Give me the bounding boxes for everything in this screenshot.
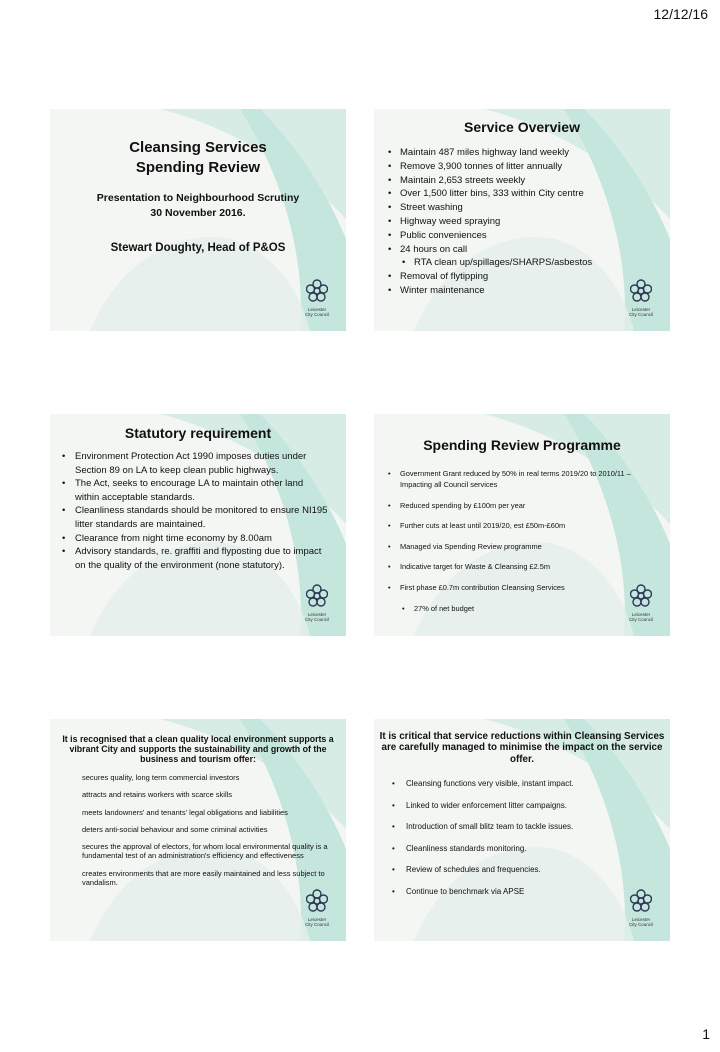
list-item: • Maintain 487 miles highway land weekly xyxy=(388,146,664,160)
list-item: • Maintain 2,653 streets weekly xyxy=(388,174,664,188)
slide-clean-environment-benefits xyxy=(50,719,346,941)
list-item: • Over 1,500 litter bins, 333 within City centre xyxy=(388,187,664,201)
list-item: • Remove 3,900 tonnes of litter annually xyxy=(388,160,664,174)
slide2-title: Service Overview xyxy=(464,119,580,135)
list-item: • Cleanliness standards should be monitored to ensure NI195 litter standards are maintained. xyxy=(62,504,330,531)
logo-text-line2: City Council xyxy=(304,312,329,317)
list-item: attracts and retains workers with scarce skills xyxy=(82,790,233,800)
slide1-title-line1: Cleansing Services xyxy=(129,139,267,156)
list-item: • Removal of flytipping xyxy=(388,270,664,284)
logo-text-line1: Leicester xyxy=(307,917,327,922)
slide-service-reductions xyxy=(374,719,670,941)
list-item: • Continue to benchmark via APSE xyxy=(392,887,664,897)
logo-text-line2: City Council xyxy=(628,922,653,927)
list-subitem: • 27% of net budget xyxy=(388,603,664,614)
slide6-title: It is critical that service reductions within Cleansing Services are carefully managed to minimise the impact on the service offer. xyxy=(379,731,665,765)
logo-text-line1: Leicester xyxy=(307,307,327,312)
list-item: • Environment Protection Act 1990 imposes duties under Section 89 on LA to keep clean public highways. xyxy=(62,450,330,477)
slide1-subtitle xyxy=(50,191,346,221)
logo-text-line1: Leicester xyxy=(307,612,327,617)
council-logo xyxy=(298,584,336,628)
logo-text-line1: Leicester xyxy=(631,917,651,922)
slide-statutory-requirement xyxy=(50,414,346,636)
list-item: • Managed via Spending Review programme xyxy=(388,541,664,552)
slide1-title xyxy=(50,138,346,178)
council-logo xyxy=(622,279,660,323)
logo-text-line1: Leicester xyxy=(631,612,651,617)
list-item: meets landowners' and tenants' legal obligations and liabilities xyxy=(82,807,288,817)
list-item: • Reduced spending by £100m per year xyxy=(388,500,664,511)
list-item: • Highway weed spraying xyxy=(388,215,664,229)
flower-logo-icon xyxy=(630,889,652,915)
council-logo xyxy=(622,584,660,628)
council-logo xyxy=(622,889,660,933)
list-item: • Street washing xyxy=(388,201,664,215)
slide1-title-line2: Spending Review xyxy=(135,159,261,176)
slide4-title: Spending Review Programme xyxy=(423,437,621,453)
slide5-list xyxy=(82,773,344,895)
flower-logo-icon xyxy=(630,584,652,610)
list-item: • Advisory standards, re. graffiti and flyposting due to impact on the quality of the environment (none statutory). xyxy=(62,545,330,572)
slide1-subtitle-line2: 30 November 2016. xyxy=(150,207,246,219)
flower-logo-icon xyxy=(306,584,328,610)
logo-text-line2: City Council xyxy=(304,922,329,927)
list-item: • Clearance from night time economy by 8.00am xyxy=(62,532,330,546)
slide1-presenter: Stewart Doughty, Head of P&OS xyxy=(110,242,286,254)
list-item: • Linked to wider enforcement litter campaigns. xyxy=(392,801,664,811)
list-item: secures the approval of electors, for whom local environmental quality is a fundamental test of an administration's efficiency and effectiveness xyxy=(82,842,328,861)
flower-logo-icon xyxy=(630,279,652,305)
page-date: 12/12/16 xyxy=(653,6,708,22)
list-item: secures quality, long term commercial investors xyxy=(82,773,240,782)
list-subitem: • RTA clean up/spillages/SHARPS/asbestos xyxy=(388,256,664,270)
page-number: 1 xyxy=(702,1026,710,1042)
list-item: • Introduction of small blitz team to tackle issues. xyxy=(392,822,664,832)
council-logo xyxy=(298,889,336,933)
logo-text-line1: Leicester xyxy=(631,307,651,312)
slide3-list xyxy=(62,450,330,572)
list-item: deters anti-social behaviour and some criminal activities xyxy=(82,824,268,834)
logo-text-line2: City Council xyxy=(628,312,653,317)
list-item: • Further cuts at least until 2019/20, est £50m-£60m xyxy=(388,520,664,531)
list-item: • Winter maintenance xyxy=(388,284,664,298)
logo-text-line2: City Council xyxy=(628,617,653,622)
slide5-title: It is recognised that a clean quality local environment supports a vibrant City and supports the sustainability and growth of the business and tourism offer: xyxy=(62,734,334,764)
list-item: • Cleansing functions very visible, instant impact. xyxy=(392,779,664,789)
list-item: • First phase £0.7m contribution Cleansing Services xyxy=(388,582,664,593)
slide-spending-review-programme xyxy=(374,414,670,636)
council-logo xyxy=(298,279,336,323)
list-item: • Public conveniences xyxy=(388,229,664,243)
slide2-list xyxy=(388,146,664,298)
list-item: • 24 hours on call xyxy=(388,243,664,257)
slide1-subtitle-line1: Presentation to Neighbourhood Scrutiny xyxy=(96,192,300,204)
list-item: • The Act, seeks to encourage LA to maintain other land within acceptable standards. xyxy=(62,477,330,504)
list-item: • Government Grant reduced by 50% in real terms 2019/20 to 2010/11 – Impacting all Council services xyxy=(388,468,664,490)
slide-service-overview xyxy=(374,109,670,331)
logo-text-line2: City Council xyxy=(304,617,329,622)
flower-logo-icon xyxy=(306,279,328,305)
slide-title xyxy=(50,109,346,331)
list-item: creates environments that are more easily maintained and less subject to vandalism. xyxy=(82,868,325,888)
list-item: • Review of schedules and frequencies. xyxy=(392,865,664,875)
list-item: • Indicative target for Waste & Cleansing £2.5m xyxy=(388,561,664,572)
slide3-title: Statutory requirement xyxy=(124,425,272,441)
flower-logo-icon xyxy=(306,889,328,915)
list-item: • Cleanliness standards monitoring. xyxy=(392,844,664,854)
